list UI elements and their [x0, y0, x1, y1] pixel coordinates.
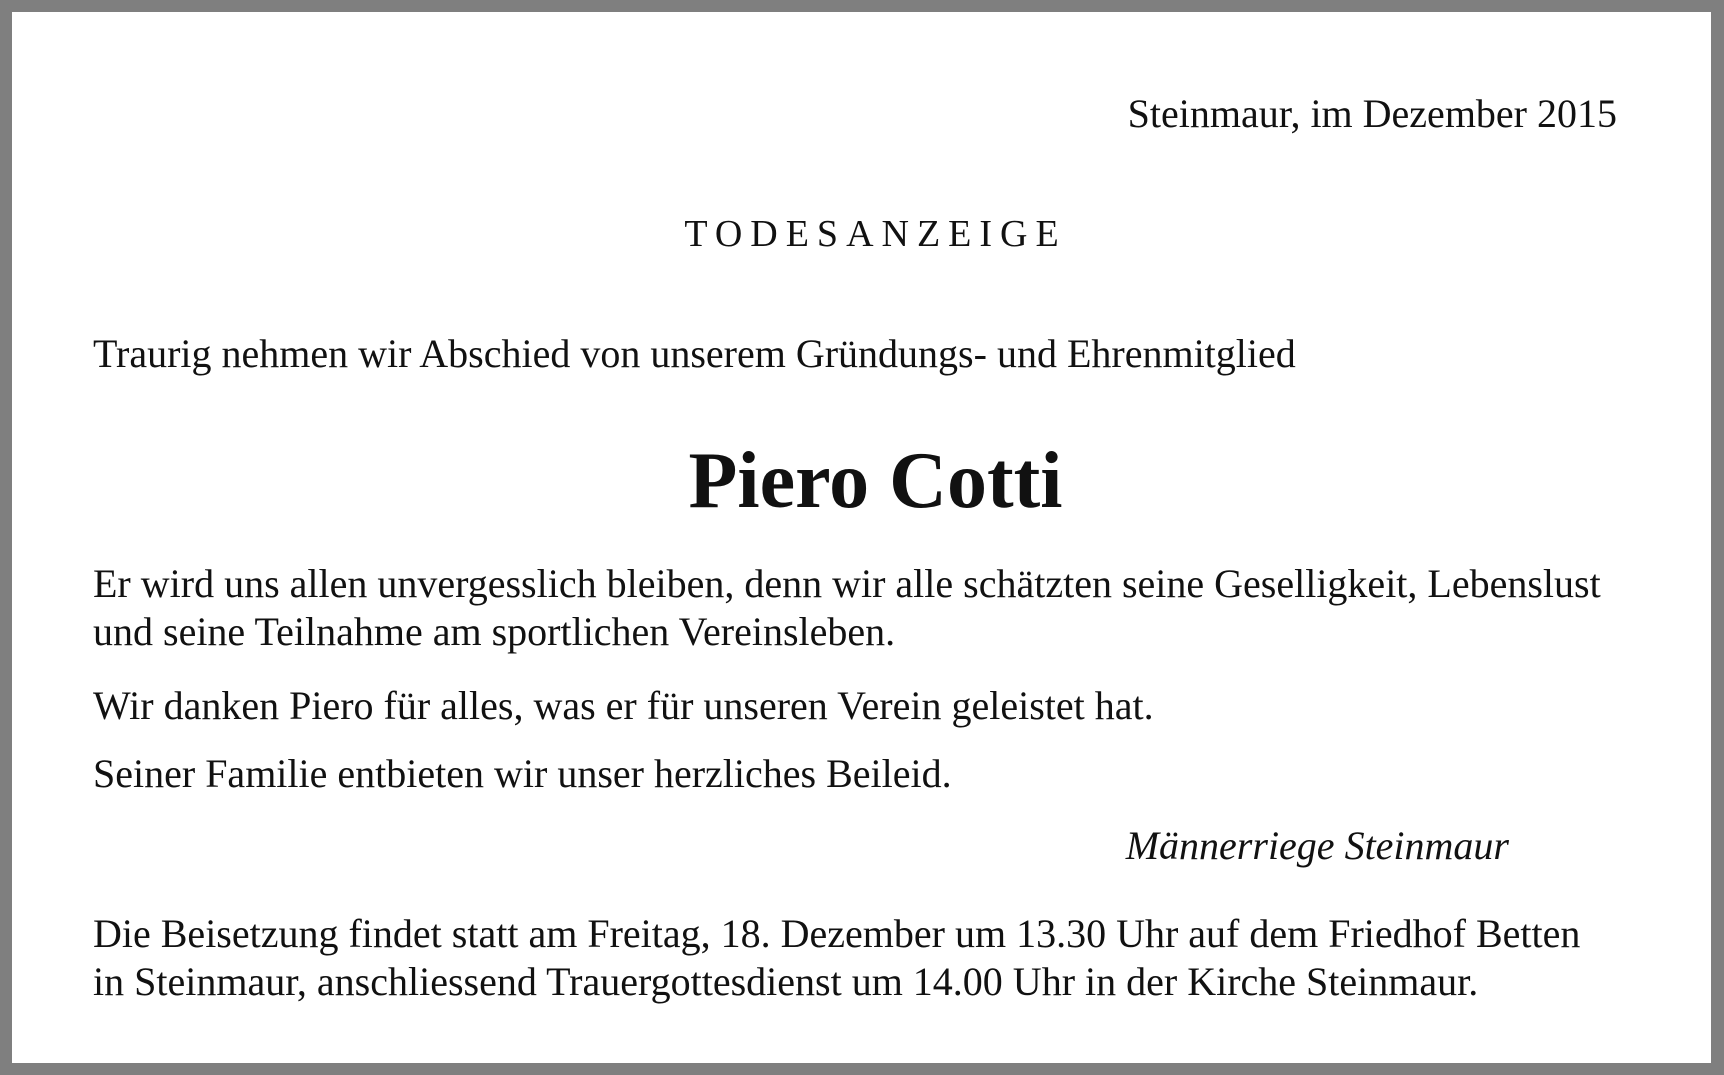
remembrance-line-2: und seine Teilnahme am sportlichen Vereinsleben. [93, 609, 896, 654]
deceased-name: Piero Cotti [688, 437, 1063, 525]
remembrance-paragraph [93, 560, 1601, 656]
notice-heading: TODESANZEIGE [684, 213, 1067, 255]
intro-text: Traurig nehmen wir Abschied von unserem Gründungs- und Ehrenmitglied [93, 331, 1296, 376]
dateline: Steinmaur, im Dezember 2015 [1127, 91, 1617, 136]
signature: Männerriege Steinmaur [1125, 823, 1509, 868]
funeral-line-2: in Steinmaur, anschliessend Trauergottesdienst um 14.00 Uhr in der Kirche Steinmaur. [93, 959, 1479, 1004]
funeral-paragraph [93, 910, 1580, 1006]
thanks-paragraph: Wir danken Piero für alles, was er für unseren Verein geleistet hat. [93, 683, 1154, 728]
remembrance-line-1: Er wird uns allen unvergesslich bleiben, denn wir alle schätzten seine Geselligkeit, Lebenslust [93, 561, 1601, 606]
funeral-line-1: Die Beisetzung findet statt am Freitag, 18. Dezember um 13.30 Uhr auf dem Friedhof Betten [93, 911, 1581, 956]
condolence-paragraph: Seiner Familie entbieten wir unser herzliches Beileid. [93, 751, 952, 796]
obituary-page [12, 12, 1711, 1063]
